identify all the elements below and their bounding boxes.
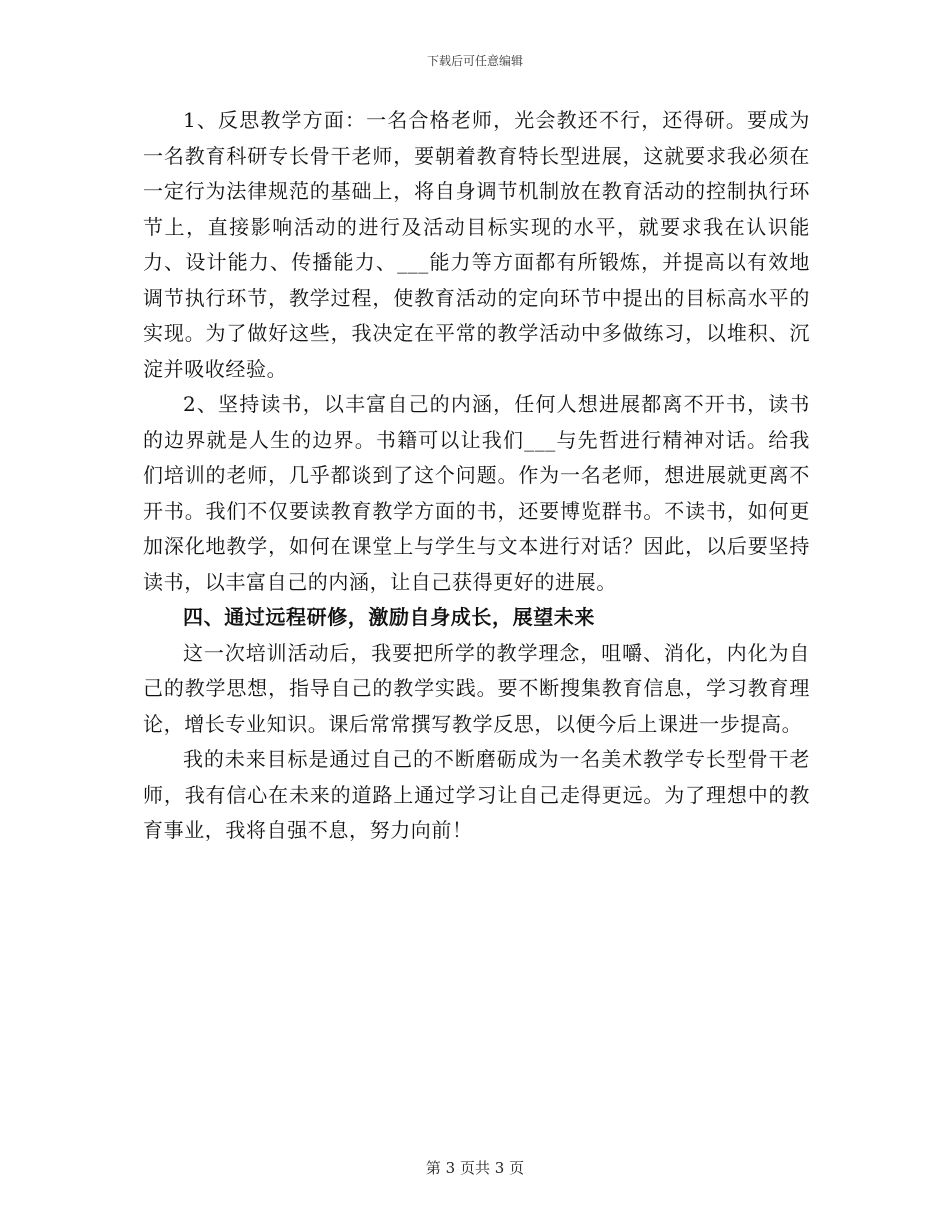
section-heading: 四、通过远程研修，激励自身成长，展望未来 — [183, 605, 595, 629]
paragraph-future-goal: 我的未来目标是通过自己的不断磨砺成为一名美术教学专长型骨干老师，我有信心在未来的道路上通过学习让自己走得更远。为了理想中的教育事业，我将自强不息，努力向前！ — [143, 747, 810, 842]
paragraph-after-training: 这一次培训活动后，我要把所学的教学理念，咀嚼、消化，内化为自己的教学思想，指导自己的教学实践。要不断搜集教育信息，学习教育理论，增长专业知识。课后常常撰写教学反思，以便今后上课进一步提高。 — [143, 640, 810, 736]
paragraph-keep-reading: 2、坚持读书，以丰富自己的内涵，任何人想进展都离不开书，读书的边界就是人生的边界。书籍可以让我们___与先哲进行精神对话。给我们培训的老师，几乎都谈到了这个问题。作为一名老师，想进展就更离不开书。我们不仅要读教育教学方面的书，还要博览群书。不读书，如何更加深化地教学，如何在课堂上与学生与文本进行对话？因此，以后要坚持读书，以丰富自己的内涵，让自己获得更好的进展。 — [143, 392, 810, 594]
page-number: 第 3 页共 3 页 — [425, 1159, 525, 1177]
paragraph-reflect-teaching: 1、反思教学方面：一名合格老师，光会教还不行，还得研。要成为一名教育科研专长骨干老师，要朝着教育特长型进展，这就要求我必须在一定行为法律规范的基础上，将自身调节机制放在教育活动的控制执行环节上，直接影响活动的进行及活动目标实现的水平，就要求我在认识能力、设计能力、传播能力、___能力等方面都有所锻炼，并提高以有效地调节执行环节，教学过程，使教育活动的定向环节中提出的目标高水平的实现。为了做好这些，我决定在平常的教学活动中多做练习，以堆积、沉淀并吸收经验。 — [143, 108, 810, 381]
page-header: 下载后可任意编辑 — [426, 54, 523, 68]
document-body — [143, 103, 810, 849]
